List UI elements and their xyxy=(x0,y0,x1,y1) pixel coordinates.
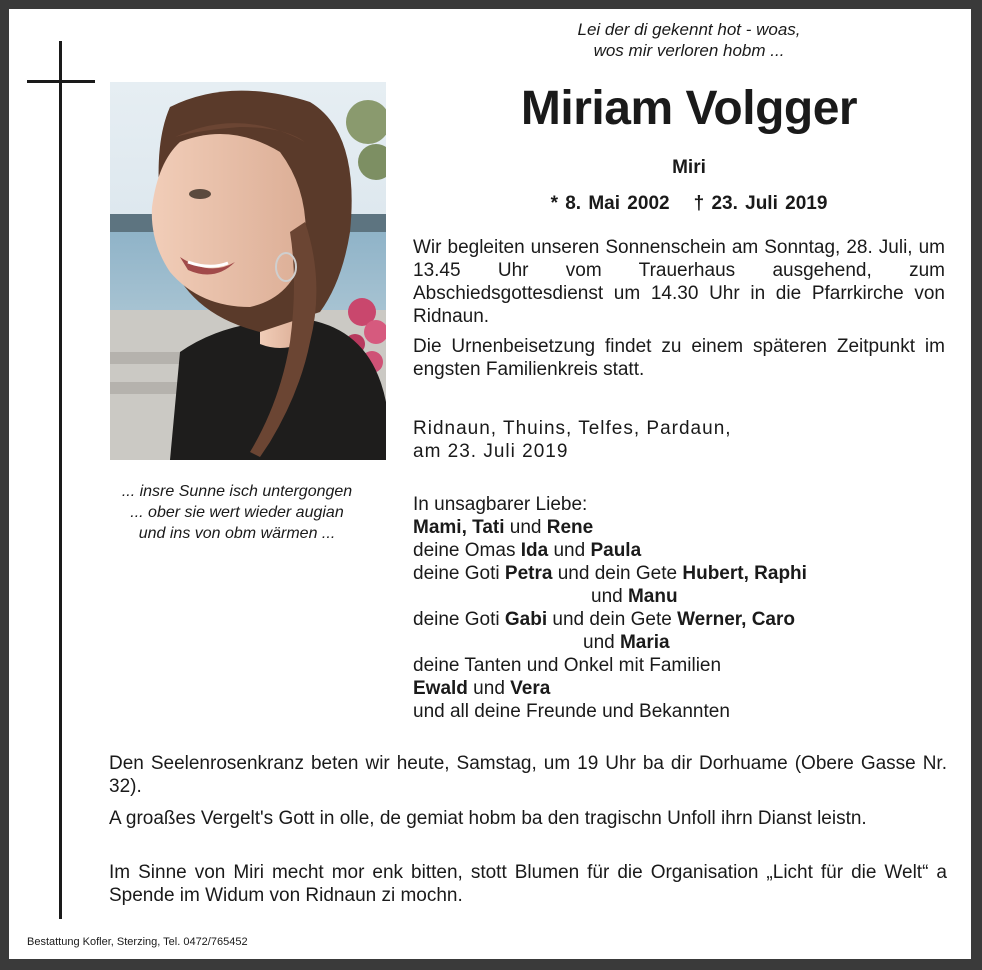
mourner-name: Manu xyxy=(627,586,678,607)
mourners-row xyxy=(413,631,953,654)
caption-line: ... ober sie wert wieder augian xyxy=(130,504,344,521)
photo-caption xyxy=(87,481,387,544)
caption-line: und ins von obm wärmen ... xyxy=(138,525,336,542)
mourner-name: Hubert, Raphi xyxy=(682,563,807,584)
mourners-row xyxy=(413,585,953,608)
relation-text: und dein Gete xyxy=(552,563,683,584)
life-dates xyxy=(419,193,959,215)
mourner-name: Vera xyxy=(510,678,551,699)
mourners-row: und all deine Freunde und Bekannten xyxy=(413,701,730,722)
motto xyxy=(509,19,869,61)
connector-text: und xyxy=(467,678,511,699)
cross-icon-bar xyxy=(27,80,95,83)
donation-note: Im Sinne von Miri mecht mor enk bitten, stott Blumen für die Organisation „Licht für die Welt“ a Spende im Widum von Ridnaun zi mochn. xyxy=(109,862,947,906)
mourner-name: Gabi xyxy=(504,609,548,630)
connector-text: und xyxy=(504,517,547,538)
mourners-row xyxy=(413,539,953,562)
mourners-list xyxy=(413,493,953,723)
service-announcement: Wir begleiten unseren Sonnenschein am Sonntag, 28. Juli, um 13.45 Uhr vom Trauerhaus ausgehend, zum Abschiedsgottesdienst um 14.30 Uhr in die Pfarrkirche von Ridnaun. xyxy=(413,237,945,327)
relation-text: deine Omas xyxy=(413,540,521,561)
mourner-name: Mami, Tati xyxy=(413,517,505,538)
mourners-row: deine Tanten und Onkel mit Familien xyxy=(413,655,722,676)
motto-line: wos mir verloren hobm ... xyxy=(593,41,785,60)
funeral-home-footer: Bestattung Kofler, Sterzing, Tel. 0472/765452 xyxy=(27,936,248,948)
mourner-name: Petra xyxy=(504,563,553,584)
mourner-name: Rene xyxy=(546,517,594,538)
mourner-name: Maria xyxy=(619,632,670,653)
birth-date: * 8. Mai 2002 xyxy=(550,193,670,214)
mourner-name: Ida xyxy=(520,540,549,561)
mourners-row xyxy=(413,677,953,700)
thanks-note: A groaßes Vergelt's Gott in olle, de gemiat hobm ba den tragischn Unfoll ihrn Dianst leistn. xyxy=(109,808,867,829)
connector-text: und xyxy=(548,540,591,561)
relation-text: und dein Gete xyxy=(547,609,678,630)
mourners-intro: In unsagbarer Liebe: xyxy=(413,494,588,515)
caption-line: ... insre Sunne isch untergongen xyxy=(121,483,353,500)
relation-text: deine Goti xyxy=(413,609,505,630)
portrait-photo xyxy=(110,82,386,460)
connector-text: und xyxy=(583,632,620,653)
mourner-name: Paula xyxy=(590,540,642,561)
date-line: am 23. Juli 2019 xyxy=(413,441,569,462)
deceased-name: Miriam Volgger xyxy=(520,82,858,135)
connector-text: und xyxy=(591,586,628,607)
mourners-row xyxy=(413,562,953,585)
obituary-notice xyxy=(9,9,971,959)
mourners-row xyxy=(413,516,953,539)
relation-text: deine Goti xyxy=(413,563,505,584)
place-and-date xyxy=(413,417,945,463)
mourner-name: Werner, Caro xyxy=(677,609,795,630)
cross-icon xyxy=(59,41,62,919)
death-date: † 23. Juli 2019 xyxy=(693,193,828,214)
nickname: Miri xyxy=(672,157,706,178)
motto-line: Lei der di gekennt hot - woas, xyxy=(577,20,801,39)
mourners-row xyxy=(413,608,953,631)
place-line: Ridnaun, Thuins, Telfes, Pardaun, xyxy=(413,418,732,439)
rosary-note: Den Seelenrosenkranz beten wir heute, Samstag, um 19 Uhr ba dir Dorhuame (Obere Gasse Nr. 32). xyxy=(109,753,947,797)
urn-note: Die Urnenbeisetzung findet zu einem späteren Zeitpunkt im engsten Familienkreis statt. xyxy=(413,336,945,380)
mourner-name: Ewald xyxy=(413,678,468,699)
